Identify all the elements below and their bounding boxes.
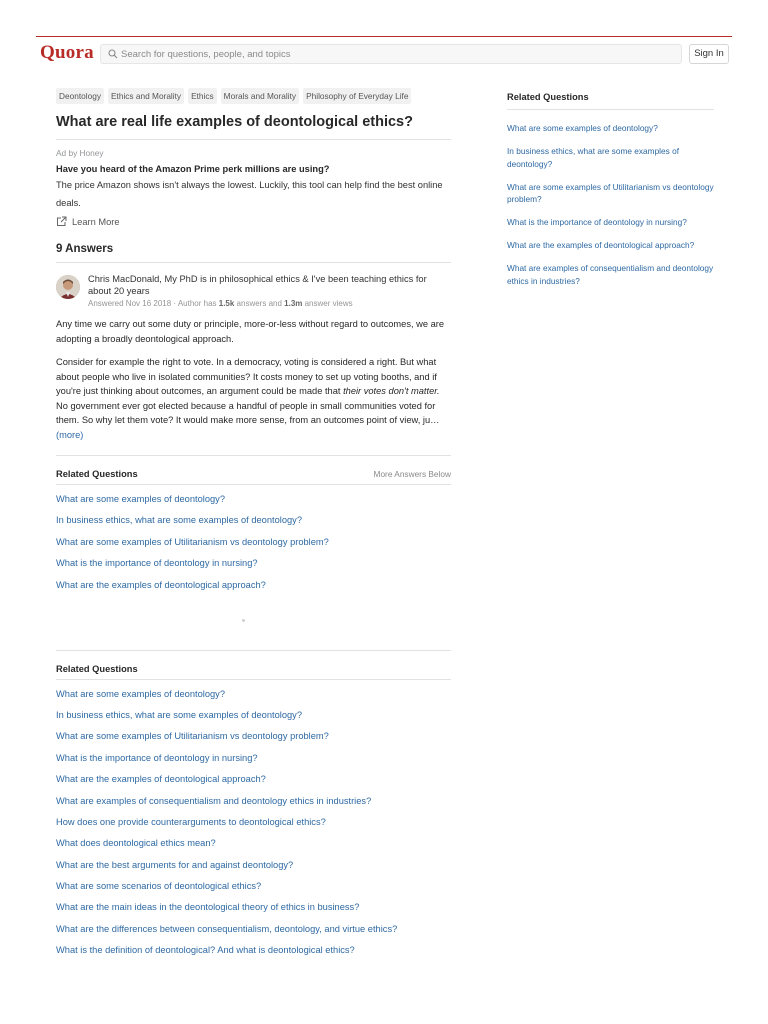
search-input[interactable] (121, 46, 661, 62)
related-questions-header (56, 455, 451, 485)
author-name-credential[interactable]: Chris MacDonald, My PhD is in philosophical ethics & I've been teaching ethics for about 20 years (88, 274, 427, 296)
related-question-link[interactable]: What are examples of consequentialism and deontology ethics in industries? (56, 795, 372, 806)
sidebar-question-link[interactable]: What are some examples of deontology? (507, 123, 658, 133)
answers-count: 9 Answers (56, 243, 451, 263)
more-link[interactable]: (more) (56, 429, 84, 440)
search-icon (108, 49, 118, 59)
sidebar-list (507, 122, 714, 287)
topic-tag[interactable]: Ethics and Morality (108, 88, 184, 104)
related-question-link[interactable]: What is the importance of deontology in nursing? (56, 558, 258, 569)
sidebar-question-link[interactable]: What are examples of consequentialism and deontology ethics in industries? (507, 263, 714, 286)
topic-tag[interactable]: Morals and Morality (221, 88, 299, 104)
question-title: What are real life examples of deontological ethics? (56, 114, 413, 130)
sidebar-related-questions (507, 92, 714, 298)
related-question-link[interactable]: What are some examples of deontology? (56, 688, 225, 699)
related-question-link[interactable]: What are the examples of deontological approach? (56, 579, 266, 590)
related-questions-title: Related Questions (56, 469, 138, 479)
related-question-link[interactable]: How does one provide counterarguments to deontological ethics? (56, 816, 326, 827)
topic-tag[interactable]: Philosophy of Everyday Life (303, 88, 411, 104)
related-question-link[interactable]: What are some scenarios of deontological ethics? (56, 881, 262, 892)
learn-more-link[interactable] (56, 216, 451, 227)
ad-sponsor: Ad by Honey (56, 148, 104, 158)
learn-more-label: Learn More (72, 216, 120, 227)
quora-logo[interactable]: Quora (40, 42, 94, 63)
external-link-icon (56, 216, 67, 227)
related-question-link[interactable]: What are some examples of Utilitarianism vs deontology problem? (56, 731, 329, 742)
answer-paragraph: Any time we carry out some duty or principle, more-or-less without regard to outcomes, we are adopting a broadly deontological approach. (56, 319, 445, 344)
related-question-link[interactable]: What are the differences between consequentialism, deontology, and virtue ethics? (56, 923, 398, 934)
related-question-link[interactable]: What are some examples of deontology? (56, 494, 225, 504)
author-photo (56, 275, 80, 299)
loading-dot (242, 619, 245, 622)
answer-meta: Answered Nov 16 2018 · Author has 1.5k answers and 1.3m answer views (88, 299, 353, 308)
sidebar-question-link[interactable]: In business ethics, what are some examples of deontology? (507, 146, 680, 169)
main-column (56, 88, 451, 966)
sidebar-question-link[interactable]: What are the examples of deontological approach? (507, 240, 695, 250)
related-question-link[interactable]: What are the best arguments for and against deontology? (56, 859, 294, 870)
related-question-link[interactable]: What is the importance of deontology in nursing? (56, 752, 258, 763)
ad-text: The price Amazon shows isn't always the lowest. Luckily, this tool can help find the best online deals. (56, 180, 443, 208)
related-question-link[interactable]: What does deontological ethics mean? (56, 838, 216, 849)
topic-tag[interactable]: Ethics (188, 88, 217, 104)
sign-in-button[interactable]: Sign In (689, 44, 729, 64)
related-questions-title: Related Questions (56, 663, 138, 674)
answer-author (56, 273, 451, 308)
sidebar-question-link[interactable]: What is the importance of deontology in nursing? (507, 217, 687, 227)
related-question-link[interactable]: What are some examples of Utilitarianism vs deontology problem? (56, 536, 329, 547)
sidebar-question-link[interactable]: What are some examples of Utilitarianism vs deontology problem? (507, 181, 714, 204)
related-questions-list (56, 688, 451, 957)
search-box[interactable] (100, 44, 682, 64)
avatar[interactable] (56, 275, 80, 299)
sidebar-title: Related Questions (507, 92, 714, 110)
related-question-link[interactable]: What are the examples of deontological approach? (56, 774, 266, 785)
ad-title[interactable]: Have you heard of the Amazon Prime perk millions are using? (56, 164, 330, 174)
related-question-link[interactable]: In business ethics, what are some examples of deontology? (56, 515, 302, 526)
site-header (36, 42, 732, 68)
more-answers-below: More Answers Below (373, 469, 451, 479)
top-accent-line (36, 36, 732, 37)
related-questions-list (56, 493, 451, 591)
ad-block (56, 139, 451, 227)
related-question-link[interactable]: What is the definition of deontological? And what is deontological ethics? (56, 945, 355, 956)
answer-paragraph: Consider for example the right to vote. In a democracy, voting is considered a right. But what about people who live in isolated communities? It costs money to set up voting booths, and if you're just thinking about outcomes, an argument could be made that their votes don't matter. No government ever got elected because a handful of people in small communities voted for them. So why let them vote? It would make more sense, from an outcomes point of view, ju…(more) (56, 357, 440, 440)
topic-tags (56, 88, 451, 104)
related-question-link[interactable]: In business ethics, what are some examples of deontology? (56, 709, 302, 720)
topic-tag[interactable]: Deontology (56, 88, 104, 104)
related-questions-header (56, 650, 451, 680)
related-question-link[interactable]: What are the main ideas in the deontological theory of ethics in business? (56, 902, 360, 913)
